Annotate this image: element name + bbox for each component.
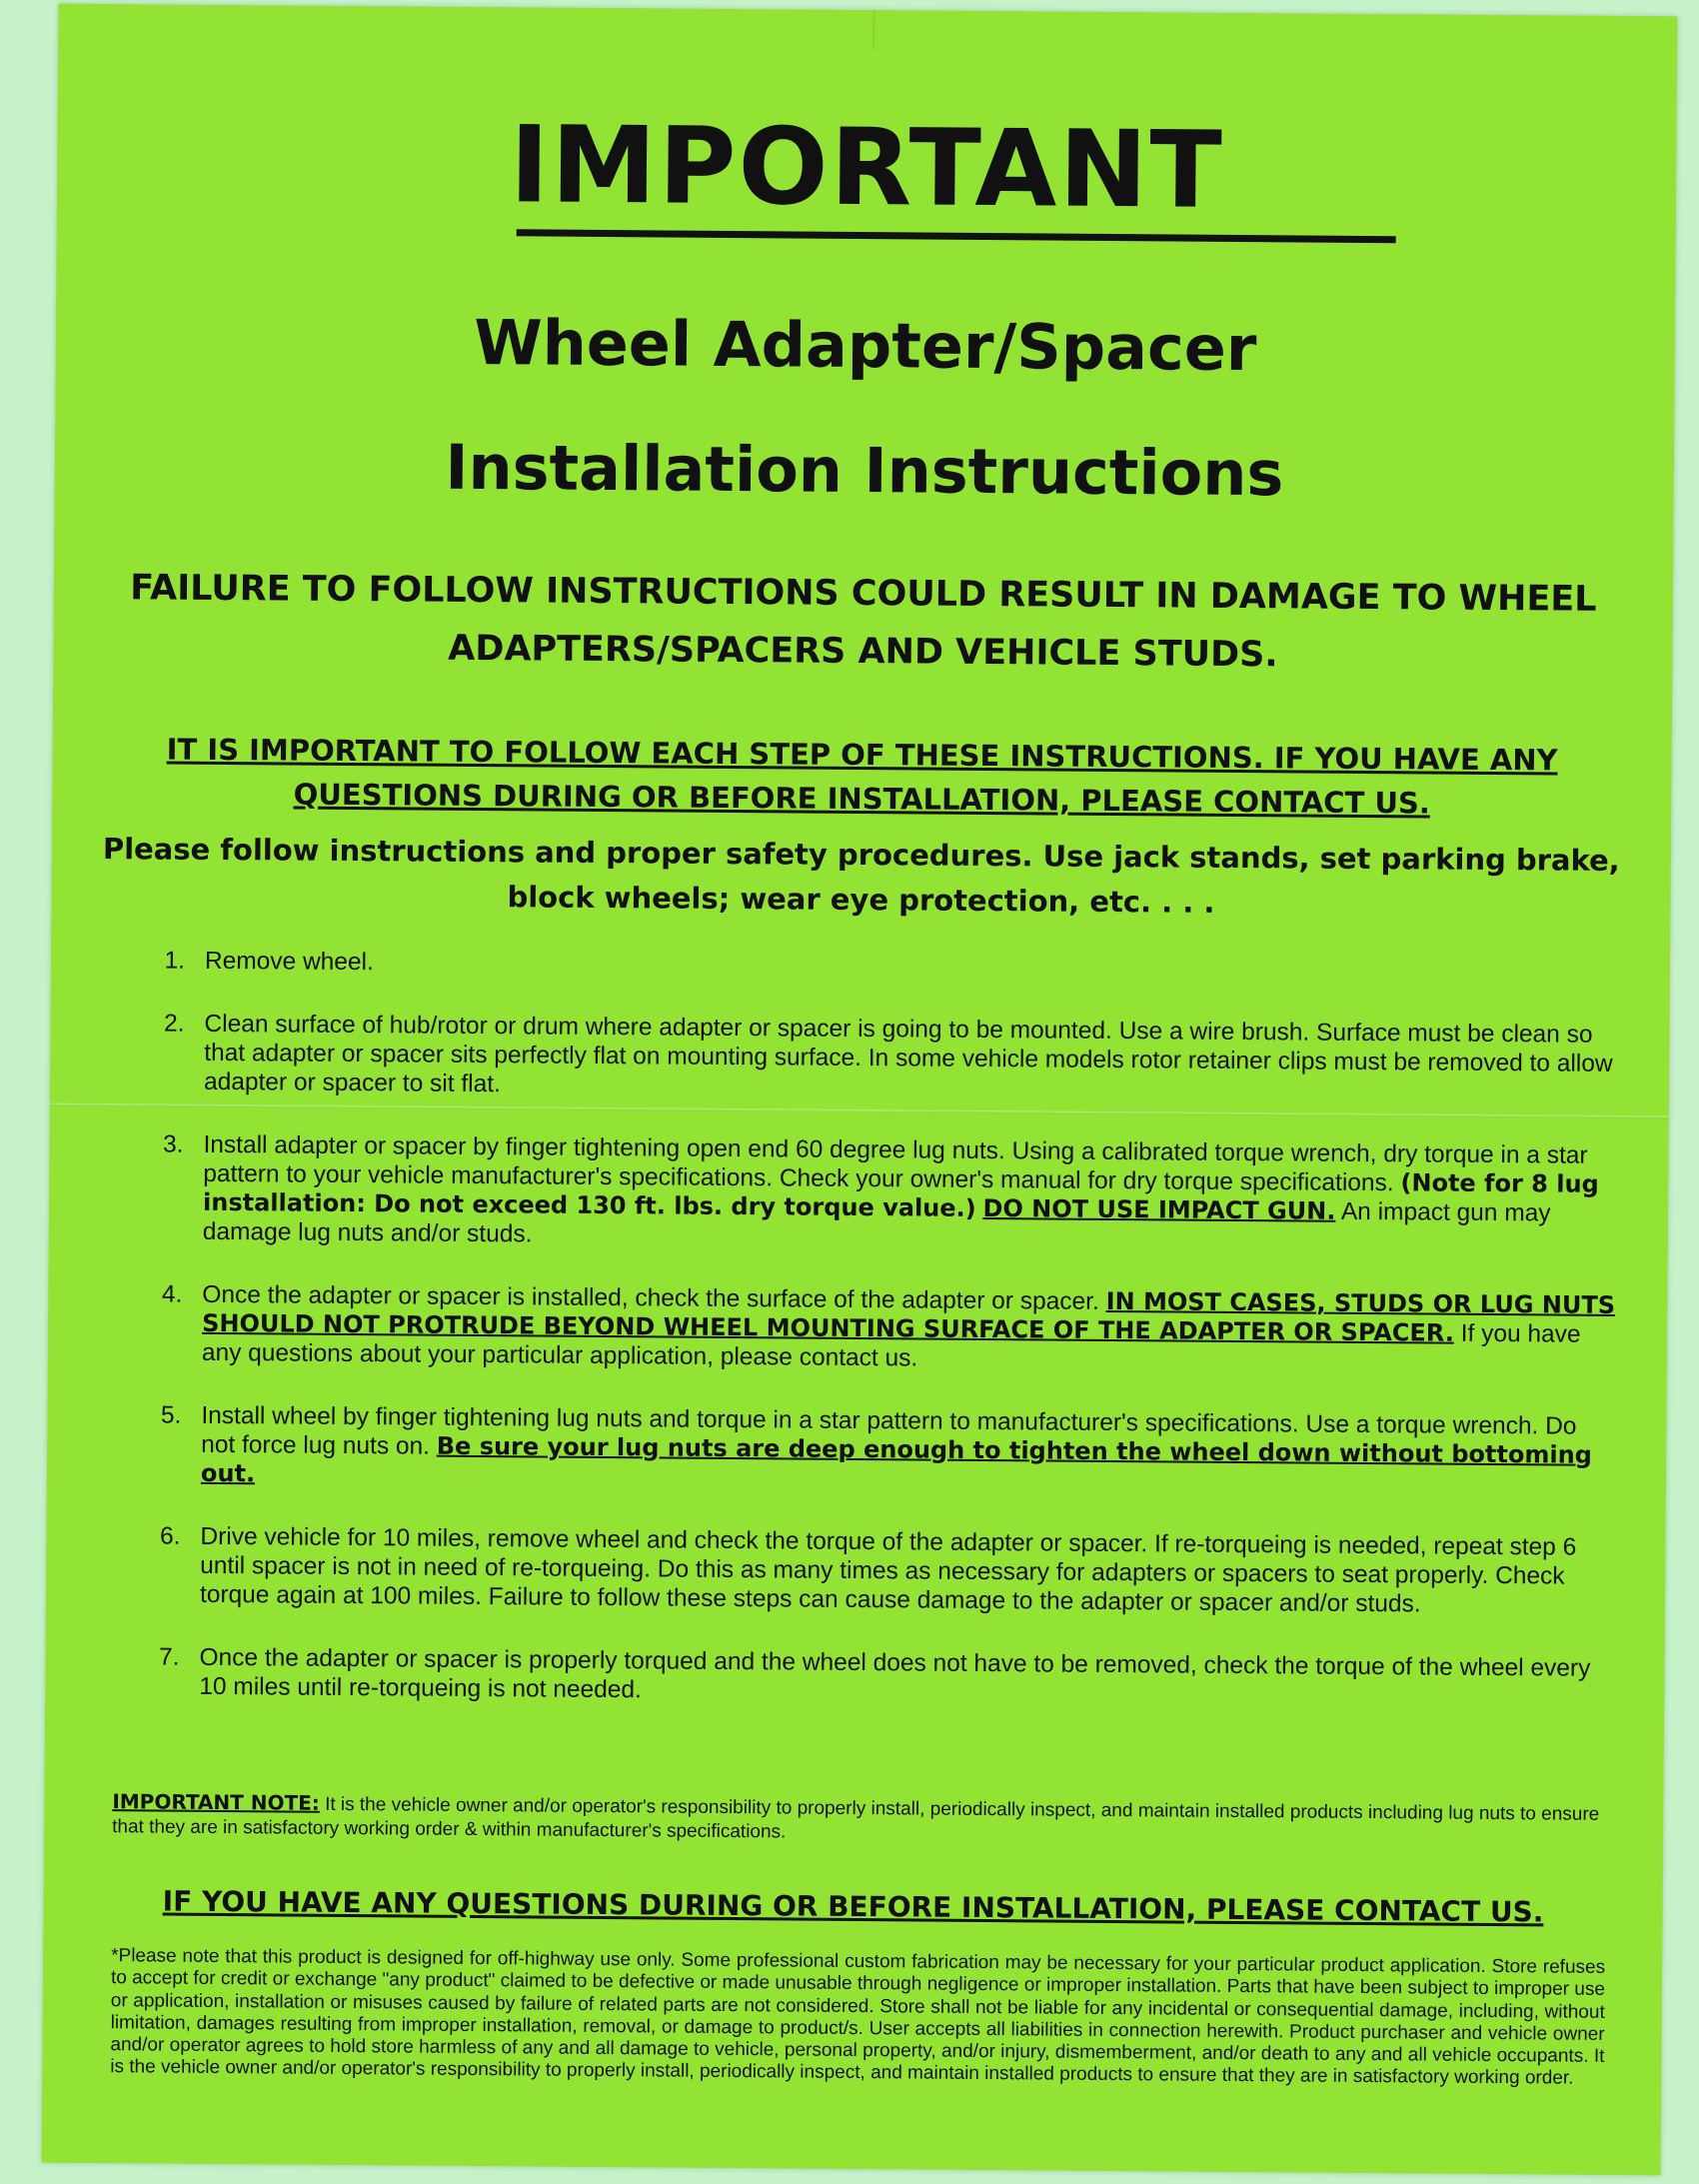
step-emphasis: Be sure your lug nuts are deep enough to tighten the wheel down without bottoming out. bbox=[200, 1431, 1593, 1488]
step-text: Install wheel by finger tightening lug nuts and torque in a star pattern to manufacturer's specifications. Use a torque wrench. Do not force lug nuts on. bbox=[201, 1401, 1577, 1460]
step-number: 7. bbox=[158, 1643, 180, 1671]
step-tail-text: If you have any questions about your particular application, please contact us. bbox=[201, 1319, 1581, 1372]
step-number: 3. bbox=[163, 1130, 184, 1158]
damage-warning: FAILURE TO FOLLOW INSTRUCTIONS COULD RESULT IN DAMAGE TO WHEEL ADAPTERS/SPACERS AND VEHICLE STUDS. bbox=[130, 568, 1597, 676]
step-text: Once the adapter or spacer is installed, check the surface of the adapter or spacer. bbox=[202, 1280, 1099, 1315]
step-text: Once the adapter or spacer is properly torqued and the wheel does not have to be removed, check the torque of the wheel every 10 miles until re-torqueing is not needed. bbox=[199, 1643, 1591, 1704]
step-number: 2. bbox=[163, 1010, 185, 1038]
title-underline bbox=[517, 229, 1396, 243]
contact-notice: IT IS IMPORTANT TO FOLLOW EACH STEP OF THESE INSTRUCTIONS. IF YOU HAVE ANY QUESTIONS DURING OR BEFORE INSTALLATION, PLEASE CONTACT US. bbox=[166, 732, 1558, 821]
step-text: Install adapter or spacer by finger tightening open end 60 degree lug nuts. Using a calibrated torque wrench, dry torque in a star pattern to your vehicle manufacturer's specifications. Check your owner's manual for dry torque specifications. bbox=[203, 1130, 1588, 1197]
step-7 bbox=[145, 1642, 1614, 1712]
paper-fold-mark bbox=[872, 10, 874, 50]
important-note-text: It is the vehicle owner and/or operator's responsibility to properly install, periodically inspect, and maintain installed products including lug nuts to ensure that they are in satisfactory working order & within manufacturer's specifications. bbox=[112, 1793, 1600, 1843]
step-3 bbox=[149, 1129, 1619, 1257]
step-number: 5. bbox=[160, 1401, 182, 1429]
step-1 bbox=[151, 946, 1620, 987]
step-2 bbox=[150, 1009, 1620, 1107]
step-emphasis: IN MOST CASES, STUDS OR LUG NUTS SHOULD NOT PROTRUDE BEYOND WHEEL MOUNTING SURFACE OF THE ADAPTER OR SPACER. bbox=[202, 1286, 1616, 1347]
page-title: IMPORTANT bbox=[509, 103, 1225, 232]
contact-us-notice: IF YOU HAVE ANY QUESTIONS DURING OR BEFORE INSTALLATION, PLEASE CONTACT US. bbox=[162, 1884, 1544, 1929]
important-note-label: IMPORTANT NOTE: bbox=[112, 1789, 320, 1815]
instruction-sheet bbox=[42, 4, 1678, 2176]
installation-steps bbox=[145, 946, 1620, 1746]
step-number: 1. bbox=[164, 947, 186, 975]
step-text: Remove wheel. bbox=[204, 947, 374, 977]
product-title: Wheel Adapter/Spacer bbox=[473, 305, 1257, 386]
step-tail-text: An impact gun may damage lug nuts and/or studs. bbox=[202, 1197, 1551, 1248]
step-text: Drive vehicle for 10 miles, remove wheel and check the torque of the adapter or spacer. If re-torqueing is needed, repeat step 6 until spacer is not in need of re-torqueing. Do this as many times as necessary for adapters or spacers to seat properly. Check torque again at 100 miles. Failure to follow these steps can cause damage to the adapter or spacer and/or studs. bbox=[199, 1522, 1577, 1618]
document-title: Installation Instructions bbox=[445, 430, 1284, 511]
step-text: Clean surface of hub/rotor or drum where adapter or spacer is going to be mounted. Use a wire brush. Surface must be clean so that adapter or spacer sits perfectly flat on mounting surface. In some vehicle models rotor retainer clips must be removed to allow adapter or spacer to sit flat. bbox=[203, 1010, 1613, 1098]
sheet-content bbox=[99, 4, 1638, 2090]
step-torque-note: (Note for 8 lug installation: Do not exceed 130 ft. lbs. dry torque value.) bbox=[202, 1168, 1599, 1222]
step-number: 6. bbox=[159, 1522, 181, 1550]
step-4 bbox=[148, 1279, 1618, 1378]
legal-disclaimer: *Please note that this product is designed for off-highway use only. Some professional custom fabrication may be necessary for your particular product application. Store refuses to accept for credit or exchange "any product" claimed to be defective or made unusable through negligence or improper installation. Parts that have been subject to improper use or application, installation or misuses caused by failure of related parts are not considered. Store shall not be liable for any incidental or consequential damage, including, without limitation, damages resulting from improper installation, removal, or damage to product/s. User accepts all liabilities in connection herewith. Product purchaser and vehicle owner and/or operator agrees to hold store harmless of any and all damage to vehicle, personal property, and/or injury, dismemberment, and/or death to any and all vehicle occupants. It is the vehicle owner and/or operator's responsibility to properly install, periodically inspect, and maintain installed products to ensure that they are in satisfactory working order. bbox=[110, 1945, 1606, 2090]
step-number: 4. bbox=[161, 1280, 183, 1308]
safety-notice: Please follow instructions and proper safety procedures. Use jack stands, set parking brake, block wheels; wear eye protection, etc. . . . bbox=[102, 832, 1620, 920]
step-6 bbox=[146, 1521, 1616, 1620]
step-emphasis: DO NOT USE IMPACT GUN. bbox=[982, 1193, 1336, 1225]
step-5 bbox=[147, 1400, 1617, 1499]
important-note bbox=[112, 1789, 1601, 1851]
